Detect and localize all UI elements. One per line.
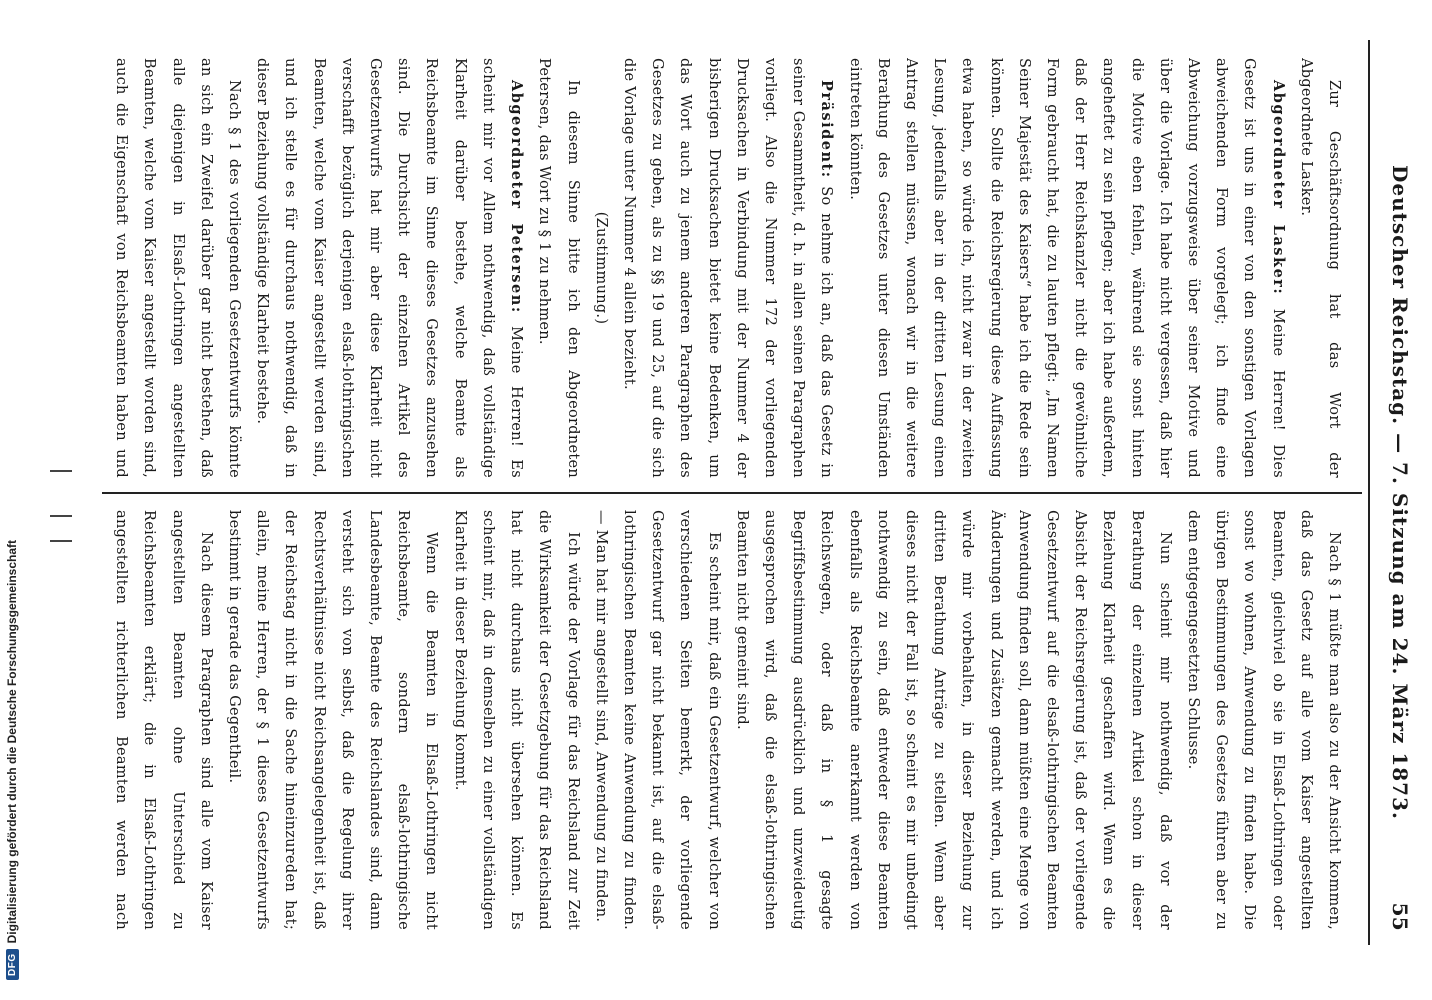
- speech-paragraph: [248, 58, 530, 478]
- left-column: [108, 58, 1348, 478]
- paragraph: Zur Geschäftsordnung hat das Wort der Abgeordnete Lasker.: [1297, 58, 1342, 478]
- paragraph: Es scheint mir, daß ein Gesetzentwurf, welcher von verschiedenen Seiten bemerkt, der vorliegende Gesetzentwurf gar nicht bekannt ist, auf die elsaß-lothringischen Beamten keine Anwendung zu finden. — Man hat mir angestellt sind, Anwendung zu finden.: [592, 510, 722, 930]
- interjection: (Zustimmung.): [592, 211, 609, 325]
- speech-text: Meine Herren! Dies Gesetz ist uns in einer von den sonstigen Vorlagen abweichenden Form vorgelegt; ich finde eine Abweichung vorzugsweise über seiner Motive und über die Vorlage. Ich habe nicht vergessen, daß hier die Motive eben fehlen, während sie sonst hinten angeheftet zu sein pflegen; aber ich habe außerdem, daß der Herr Reichskanzler nicht die gewöhnliche Form gebraucht hat, die zu lauten pflegt: „Im Namen Seiner Majestät des Kaisers“ habe ich die Rede sein können. Sollte die Reichsregierung diese Auffassung etwa haben, so würde ich, nicht zwar in der zweiten Lesung, jedenfalls aber in der dritten Lesung einen Antrag stellen müssen, wonach wir in die weitere Berathung des Gesetzes unter diesen Umständen eintreten könnten.: [846, 58, 1286, 478]
- paragraph: Nun scheint mir nothwendig, daß vor der Berathung der einzelnen Artikel schon in dieser Beziehung Klarheit geschaffen wird. Wenn es die Absicht der Reichsregierung ist, daß der vorliegende Gesetzentwurf auf die elsaß-lothringischen Beamten Anwendung finden soll, dann müßten eine Menge von Änderungen und Zusätzen gemacht werden, und ich würde mir vorbehalten, in dieser Beziehung zur dritten Berathung Anträge zu stellen. Wenn aber dieses nicht der Fall ist, so scheint es mir unbedingt nothwendig zu sein, daß entweder diese Beamten ebenfalls als Reichsbeamte anerkannt werden von Reichswegen, oder daß in § 1 gesagte Begriffsbestimmung ausdrücklich und unzweideutig ausgesprochen wird, daß die elsaß-lothringischen Beamten nicht gemeint sind.: [733, 510, 1173, 930]
- page-title: Deutscher Reichstag. — 7. Sitzung am 24. März 1873.: [1388, 165, 1412, 820]
- speech-text: Meine Herren! Es scheint mir vor Allem nothwendig, daß vollständige Klarheit darüber bestehe, welche Beamte als Reichsbeamte im Sinne dieses Gesetzes anzusehen sind. Die Durchsicht der einzelnen Artikel des Gesetzentwurfs hat mir aber diese Klarheit nicht verschafft bezüglich derjenigen elsaß-lothringischen Beamten, welche vom Kaiser angestellt werden sind, und ich stelle es für durchaus nothwendig, daß in dieser Beziehung vollständige Klarheit bestehe.: [254, 58, 525, 478]
- paragraph: Nach diesem Paragraphen sind alle vom Kaiser angestellten Beamten ohne Unterschied zu Reichsbeamten erklärt; die in Elsaß-Lothringen angestellten richterlichen Beamten werden nach: [113, 510, 214, 930]
- paragraph: Wenn die Beamten in Elsaß-Lothringen nicht Reichsbeamte, sondern elsaß-lothringische Landesbeamte, Beamte des Reichslandes sind, dann versteht sich von selbst, daß die Regelung ihrer Rechtsverhältnisse nicht Reichsangelegenheit ist, daß der Reichstag nicht in die Sache hineinzureden hat; allein, meine Herren, der § 1 dieses Gesetzentwurfs bestimmt in gerade das Gegentheil.: [226, 510, 440, 930]
- scan-left-margin: [0, 0, 28, 1000]
- paragraph: Nach § 1 müßte man also zu der Ansicht kommen, daß das Gesetz auf alle vom Kaiser angestellten Beamten, gleichviel ob sie in Elsaß-Lothringen oder sonst wo wohnen, Anwendung zu finden habe. Die übrigen Bestimmungen des Gesetzes führen aber zu dem entgegengesetzten Schlusse.: [1184, 510, 1342, 930]
- right-column: [108, 510, 1348, 930]
- paragraph: Nach § 1 des vorliegenden Gesetzentwurfs könnte an sich ein Zweifel darüber gar nicht bestehen, daß alle diejenigen in Elsaß-Lothringen angestellten Beamten, welche vom Kaiser angestellt worden sind, auch die Eigenschaft von Reichsbeamten haben und: [113, 58, 243, 478]
- speech-paragraph: [840, 58, 1291, 478]
- speaker-name: Abgeordneter Petersen:: [508, 80, 526, 314]
- speech-paragraph: [615, 58, 841, 478]
- scanned-page-viewport: [92, 40, 1422, 945]
- column-divider: [102, 492, 1362, 494]
- paragraph: In diesem Sinne bitte ich den Abgeordneten Petersen, das Wort zu § 1 zu nehmen.: [536, 58, 581, 478]
- page-header: [1368, 40, 1422, 945]
- scan-mark: [50, 470, 72, 472]
- speech-text: So nehme ich an, daß das Gesetz in seiner Gesammtheit, d. h. in allen seinen Paragraphen vorliegt. Also die Nummer 172 der vorliegenden Drucksachen in Verbindung mit der Nummer 4 der bisherigen Drucksachen bietet keine Bedenken, um das Wort auch zu jenem anderen Paragraphen des Gesetzes zu geben, als zu §§ 19 und 25, auf die sich die Vorlage unter Nummer 4 allein bezieht.: [620, 58, 835, 478]
- page-number: 55: [1388, 902, 1412, 931]
- dfg-badge: DFG: [6, 949, 19, 980]
- scan-mark: [50, 540, 72, 542]
- speaker-name: Präsident:: [818, 80, 836, 179]
- credit-text: Digitalisierung gefördert durch die Deutsche Forschungsgemeinschaft: [5, 539, 19, 944]
- paragraph: Ich würde der Vorlage für das Reichsland zur Zeit die Wirksamkeit der Gesetzgebung für das Reichsland hat nicht durchaus nicht übersehen können. Es scheint mir, daß in demselben zu einer vollständigen Klarheit in dieser Beziehung kommt.: [451, 510, 581, 930]
- digitization-credit: [0, 20, 24, 980]
- speaker-name: Abgeordneter Lasker:: [1269, 80, 1287, 296]
- scan-mark: [50, 515, 72, 517]
- scanned-page: [92, 40, 1422, 945]
